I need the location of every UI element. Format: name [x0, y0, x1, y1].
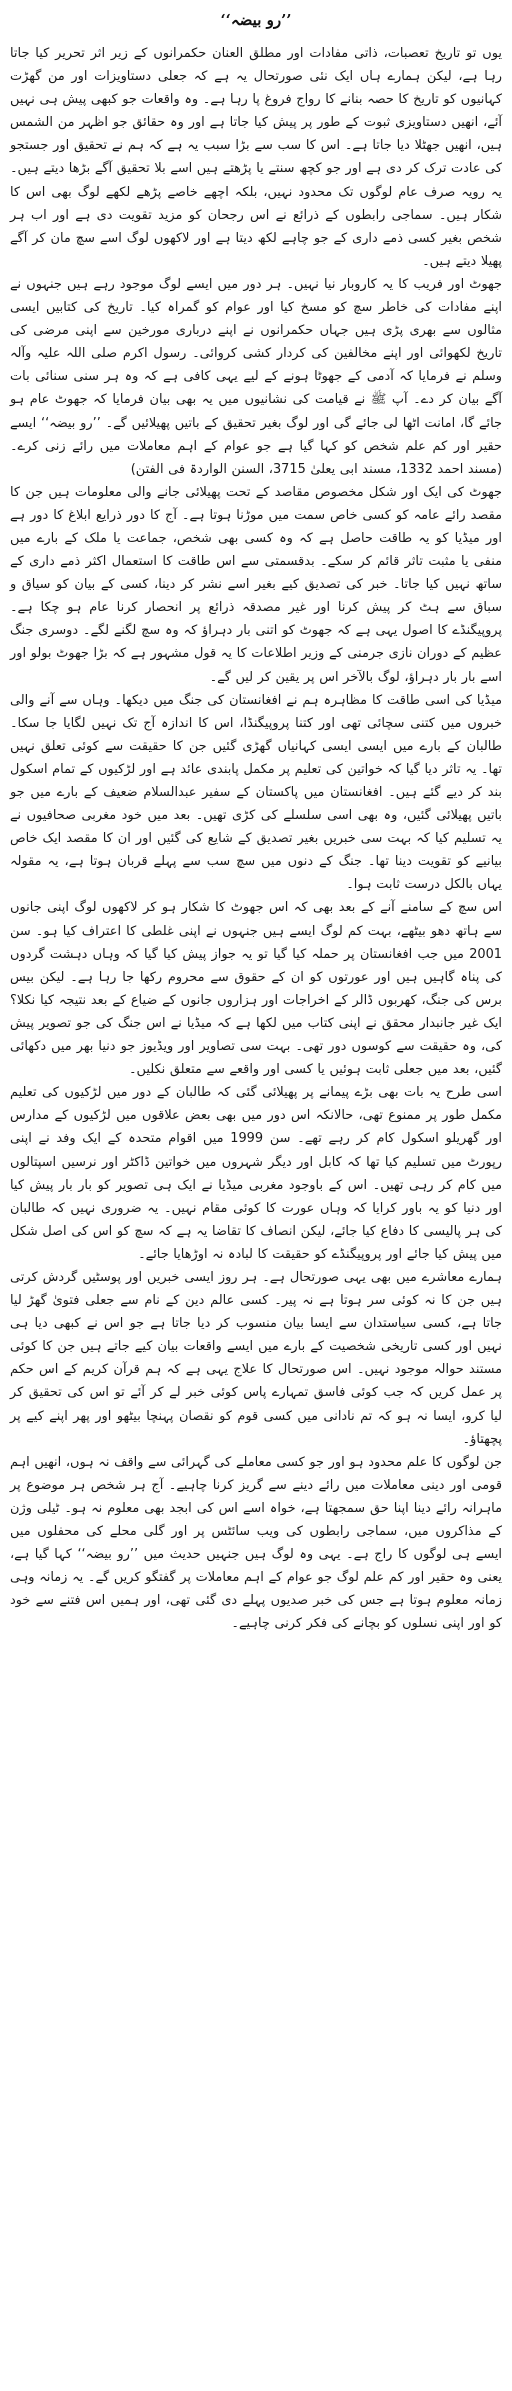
article-paragraph: ہمارے معاشرے میں بھی یہی صورتحال ہے۔ ہر روز ایسی خبریں اور پوسٹیں گردش کرتی ہیں جن کا نہ کوئی سر ہوتا ہے نہ پیر۔ کسی عالم دین کے نام سے جعلی فتویٰ گھڑ لیا جاتا ہے، کسی سیاستدان سے ایسا بیان منسوب کر دیا جاتا ہے جو اس نے کبھی دیا ہی نہیں اور کسی تاریخی شخصیت کے بارے میں ایسے واقعات بیان کیے جاتے ہیں جن کا کوئی مستند حوالہ موجود نہیں۔ اس صورتحال کا علاج یہی ہے کہ ہم قرآن کریم کے اس حکم پر عمل کریں کہ جب کوئی فاسق تمہارے پاس کوئی خبر لے کر آئے تو اس کی تحقیق کر لیا کرو، ایسا نہ ہو کہ تم نادانی میں کسی قوم کو نقصان پہنچا بیٹھو اور پھر اپنے کیے پر پچھتاؤ۔ [10, 1269, 502, 1447]
article-title: ’’رو بیضہ‘‘ [220, 11, 292, 29]
article-paragraph: جھوٹ اور فریب کا یہ کاروبار نیا نہیں۔ ہر دور میں ایسے لوگ موجود رہے ہیں جنہوں نے اپنے مفادات کی خاطر سچ کو مسخ کیا اور عوام کو گمراہ کیا۔ تاریخ کی کتابیں ایسی مثالوں سے بھری پڑی ہیں جہاں حکمرانوں نے اپنے درباری مورخین سے اپنی مرضی کی تاریخ لکھوائی اور اپنے مخالفین کی کردار کشی کروائی۔ رسول اکرم صلی اللہ علیہ وآلہ وسلم نے فرمایا کہ آدمی کے جھوٹا ہونے کے لیے یہی کافی ہے کہ وہ ہر سنی سنائی بات آگے بیان کر دے۔ آپ ﷺ نے قیامت کی نشانیوں میں یہ بھی بیان فرمایا کہ جھوٹ عام ہو جائے گا، امانت اٹھا لی جائے گی اور لوگ بغیر تحقیق کے باتیں پھیلائیں گے۔ ’’رو بیضہ‘‘ ایسے حقیر اور کم علم شخص کو کہا گیا ہے جو عوام کے اہم معاملات میں رائے زنی کرے۔ (مسند احمد 1332، مسند ابی یعلیٰ 3715، السنن الواردۃ فی الفتن) [10, 276, 502, 477]
article-paragraph: میڈیا کی اسی طاقت کا مظاہرہ ہم نے افغانستان کی جنگ میں دیکھا۔ وہاں سے آنے والی خبروں میں کتنی سچائی تھی اور کتنا پروپیگنڈا، اس کا اندازہ آج تک نہیں لگایا جا سکا۔ طالبان کے بارے میں ایسی ایسی کہانیاں گھڑی گئیں جن کا حقیقت سے کوئی تعلق نہیں تھا۔ یہ تاثر دیا گیا کہ خواتین کی تعلیم پر مکمل پابندی عائد ہے اور لڑکیوں کے تمام اسکول بند کر دیے گئے ہیں۔ افغانستان میں پاکستان کے سفیر عبدالسلام ضعیف کے بارے میں جو باتیں پھیلائی گئیں، وہ بھی اسی سلسلے کی کڑی تھیں۔ بعد میں خود مغربی صحافیوں نے یہ تسلیم کیا کہ بہت سی خبریں بغیر تصدیق کے شایع کی گئیں اور ان کا مقصد ایک خاص بیانیے کو تقویت دینا تھا۔ جنگ کے دنوں میں سچ سب سے پہلے قربان ہوتا ہے، یہ مقولہ یہاں بالکل درست ثابت ہوا۔ [10, 692, 502, 893]
article-paragraph: اسی طرح یہ بات بھی بڑے پیمانے پر پھیلائی گئی کہ طالبان کے دور میں لڑکیوں کی تعلیم مکمل طور پر ممنوع تھی، حالانکہ اس دور میں بھی بعض علاقوں میں لڑکیوں کے مدارس اور گھریلو اسکول کام کر رہے تھے۔ سن 1999 میں اقوام متحدہ کے ایک وفد نے اپنی رپورٹ میں تسلیم کیا تھا کہ کابل اور دیگر شہروں میں خواتین ڈاکٹر اور نرسیں اسپتالوں میں کام کر رہی تھیں۔ اس کے باوجود مغربی میڈیا نے ایک ہی تصویر کو بار بار پیش کیا اور دنیا کو یہ باور کرایا کہ وہاں عورت کا کوئی مقام نہیں۔ یہ ضروری نہیں کہ طالبان کی ہر پالیسی کا دفاع کیا جائے، لیکن انصاف کا تقاضا یہ ہے کہ سچ کو اس کی اصل شکل میں پیش کیا جائے اور پروپیگنڈے کو حقیقت کا لبادہ نہ اوڑھایا جائے۔ [10, 1085, 502, 1262]
article-paragraph: اس سچ کے سامنے آنے کے بعد بھی کہ اس جھوٹ کا شکار ہو کر لاکھوں لوگ اپنی جانوں سے ہاتھ دھو بیٹھے، بہت کم لوگ ایسے ہیں جنہوں نے اپنی غلطی کا اعتراف کیا ہو۔ سن 2001 میں جب افغانستان پر حملہ کیا گیا تو یہ جواز پیش کیا گیا کہ وہاں دہشت گردوں کی پناہ گاہیں ہیں اور عورتوں کو ان کے حقوق سے محروم رکھا جا رہا ہے۔ لیکن بیس برس کی جنگ، کھربوں ڈالر کے اخراجات اور ہزاروں جانوں کے ضیاع کے بعد نتیجہ کیا نکلا؟ ایک غیر جانبدار محقق نے اپنی کتاب میں لکھا ہے کہ میڈیا نے اس جنگ کی جو تصویر پیش کی، وہ حقیقت سے کوسوں دور تھی۔ بہت سی تصاویر اور ویڈیوز جو دنیا بھر میں دکھائی گئیں، بعد میں جعلی ثابت ہوئیں یا کسی اور واقعے سے متعلق نکلیں۔ [10, 900, 502, 1078]
article-paragraph: جھوٹ کی ایک اور شکل مخصوص مقاصد کے تحت پھیلائی جانے والی معلومات ہیں جن کا مقصد رائے عامہ کو کسی خاص سمت میں موڑنا ہوتا ہے۔ آج کا دور ذرایع ابلاغ کا دور ہے اور میڈیا کو یہ طاقت حاصل ہے کہ وہ کسی بھی شخص، جماعت یا ملک کے بارے میں منفی یا مثبت تاثر قائم کر سکے۔ بدقسمتی سے اس طاقت کا استعمال اکثر ذمے داری کے ساتھ نہیں کیا جاتا۔ خبر کی تصدیق کیے بغیر اسے نشر کر دینا، کسی کے بیان کو سیاق و سباق سے ہٹ کر پیش کرنا اور غیر مصدقہ ذرائع پر انحصار کرنا عام ہو چکا ہے۔ پروپیگنڈے کا اصول یہی ہے کہ جھوٹ کو اتنی بار دہراؤ کہ وہ سچ لگنے لگے۔ دوسری جنگ عظیم کے دوران نازی جرمنی کے وزیر اطلاعات کا یہ قول مشہور ہے کہ بڑا جھوٹ بولو اور اسے بار بار دہراؤ، لوگ بالآخر اس پر یقین کر لیں گے۔ [10, 484, 502, 685]
article-paragraph: یوں تو تاریخ تعصبات، ذاتی مفادات اور مطلق العنان حکمرانوں کے زیر اثر تحریر کیا جاتا رہا ہے، لیکن ہمارے ہاں ایک نئی صورتحال یہ ہے کہ جعلی دستاویزات اور من گھڑت کہانیوں کو تاریخ کا حصہ بنانے کا رواج فروغ پا رہا ہے۔ وہ واقعات جو کبھی پیش ہی نہیں آئے، انھیں دستاویزی ثبوت کے طور پر پیش کیا جاتا ہے اور وہ حقائق جو اظہر من الشمس ہیں، انھیں جھٹلا دیا جاتا ہے۔ اس کا سب سے بڑا سبب یہ ہے کہ ہم نے تحقیق اور جستجو کی عادت ترک کر دی ہے اور جو کچھ سنتے یا پڑھتے ہیں اسے بلا تحقیق آگے بڑھا دیتے ہیں۔ یہ رویہ صرف عام لوگوں تک محدود نہیں، بلکہ اچھے خاصے پڑھے لکھے لوگ بھی اس کا شکار ہیں۔ سماجی رابطوں کے ذرائع نے اس رجحان کو مزید تقویت دی ہے اور اب ہر شخص بغیر کسی ذمے داری کے جو چاہے لکھ دیتا ہے اور لاکھوں لوگ اسے سچ مان کر آگے پھیلا دیتے ہیں۔ [10, 46, 502, 269]
article-paragraph: جن لوگوں کا علم محدود ہو اور جو کسی معاملے کی گہرائی سے واقف نہ ہوں، انھیں اہم قومی اور دینی معاملات میں رائے دینے سے گریز کرنا چاہیے۔ آج ہر شخص ہر موضوع پر ماہرانہ رائے دینا اپنا حق سمجھتا ہے، خواہ اسے اس کی ابجد بھی معلوم نہ ہو۔ ٹیلی وژن کے مذاکروں میں، سماجی رابطوں کی ویب سائٹس پر اور گلی محلے کی محفلوں میں ایسے ہی لوگوں کا راج ہے۔ یہی وہ لوگ ہیں جنہیں حدیث میں ’’رو بیضہ‘‘ کہا گیا ہے، یعنی وہ حقیر اور کم علم لوگ جو عوام کے اہم معاملات پر گفتگو کریں گے۔ یہ زمانہ وہی زمانہ معلوم ہوتا ہے جس کی خبر صدیوں پہلے دی گئی تھی، اور ہمیں اس فتنے سے خود کو اور اپنی نسلوں کو بچانے کی فکر کرنی چاہیے۔ [10, 1454, 502, 1632]
article-body [10, 42, 502, 1635]
